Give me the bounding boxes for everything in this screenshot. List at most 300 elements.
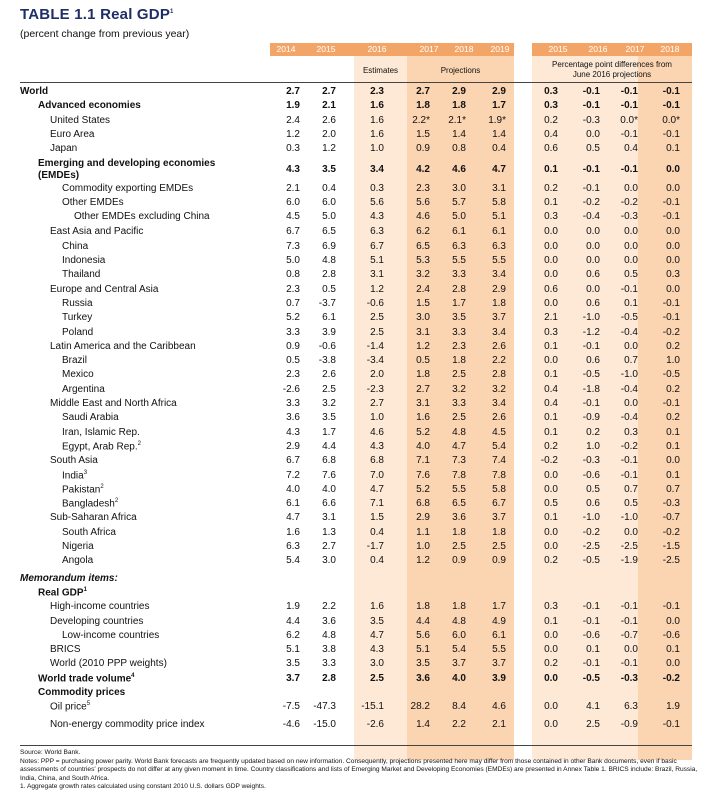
source-note: Source: World Bank. — [20, 749, 81, 756]
row-label-text: Advanced economies — [38, 100, 141, 112]
table-cell: 4.6 — [492, 701, 506, 713]
table-cell: 6.2 — [286, 629, 300, 641]
table-cell: 0.4 — [544, 398, 558, 410]
table-cell: 3.0 — [416, 312, 430, 324]
row-label-text: Bangladesh — [62, 498, 115, 510]
table-cell: 2.0 — [370, 369, 384, 381]
table-cell: 2.7 — [416, 383, 430, 395]
table-cell: 0.6 — [544, 143, 558, 155]
table-cell: 3.7 — [492, 512, 506, 524]
table-cell: 0.0 — [624, 398, 638, 410]
row-label — [50, 719, 205, 730]
table-cell: 0.1 — [544, 426, 558, 438]
footer-rule — [20, 745, 692, 746]
row-label-text: Non-energy commodity price index — [50, 718, 205, 730]
table-cell: 6.2 — [416, 226, 430, 238]
table-cell: 4.5 — [286, 211, 300, 223]
row-label — [50, 455, 98, 466]
row-label-text: East Asia and Pacific — [50, 226, 144, 238]
table-cell: -2.5 — [662, 555, 680, 567]
table-cell: 6.5 — [452, 498, 466, 510]
row-label — [62, 312, 92, 323]
table-cell: 5.4 — [286, 555, 300, 567]
table-cell: 0.0* — [620, 114, 638, 126]
year-header-2016: 2016 — [367, 44, 387, 54]
table-cell: 1.2 — [322, 143, 336, 155]
general-note: Notes: PPP = purchasing power parity. World Bank forecasts are frequently updated based on new information. Consequently, projections presented here may differ from those contained in other Bank documents, even if basic assessments of countries' prospects do not differ at any given moment in time. Country classifications and lists of Emerging Market and Developing Economies (EMDEs) are presented in Annex Table 1. BRICS include: Brazil, Russia, India, China, and South Africa. — [20, 757, 698, 782]
table-cell: 4.4 — [416, 615, 430, 627]
table-cell: 3.9 — [492, 672, 506, 684]
row-label — [38, 673, 135, 684]
row-label — [50, 701, 90, 712]
table-cell: 1.2 — [416, 555, 430, 567]
table-notes — [20, 749, 700, 792]
footnote-marker: 3 — [83, 469, 88, 476]
table-cell: 1.7 — [492, 100, 506, 112]
table-cell: 0.1 — [544, 163, 558, 175]
table-cell: 7.8 — [452, 469, 466, 481]
row-label — [50, 658, 167, 669]
table-cell: 6.3 — [370, 226, 384, 238]
table-cell: 6.7 — [286, 226, 300, 238]
row-label — [50, 616, 143, 627]
table-cell: -1.0 — [620, 369, 638, 381]
table-cell: 2.9 — [492, 86, 506, 97]
table-cell: 3.3 — [322, 658, 336, 670]
row-label — [74, 211, 210, 222]
table-cell: 3.0 — [322, 555, 336, 567]
table-cell: 0.6 — [544, 283, 558, 295]
table-cell: 0.0 — [544, 644, 558, 656]
table-cell: 1.7 — [452, 297, 466, 309]
row-label — [62, 470, 87, 481]
table-cell: -0.1 — [582, 100, 600, 112]
table-cell: 0.1 — [544, 412, 558, 424]
table-cell: 0.0 — [624, 526, 638, 538]
table-cell: 2.0 — [322, 128, 336, 140]
table-cell: 0.1 — [544, 615, 558, 627]
table-cell: 28.2 — [410, 701, 430, 713]
table-cell: -0.1 — [662, 718, 680, 730]
table-cell: 1.3 — [322, 526, 336, 538]
table-cell: 5.7 — [452, 196, 466, 208]
row-label-text: India — [62, 469, 84, 481]
row-label-text: Indonesia — [62, 255, 106, 267]
table-cell: 4.8 — [322, 629, 336, 641]
diff-label-line1: Percentage point differences from — [552, 60, 672, 69]
year-header-2018: 2018 — [454, 44, 474, 54]
table-cell: 2.7 — [416, 86, 430, 97]
table-cell: 1.2 — [370, 283, 384, 295]
table-cell: 6.6 — [322, 498, 336, 510]
table-cell: 3.3 — [452, 269, 466, 281]
table-cell: 1.9* — [488, 114, 506, 126]
table-cell: 1.8 — [452, 601, 466, 613]
table-cell: 0.0 — [666, 455, 680, 467]
table-cell: -0.1 — [620, 163, 638, 175]
table-cell: 5.2 — [286, 312, 300, 324]
table-cell: 0.2 — [544, 658, 558, 670]
table-cell: -3.8 — [318, 355, 336, 367]
table-cell: 5.1 — [286, 644, 300, 656]
table-cell: 2.5 — [370, 672, 384, 684]
footnote-marker: 4 — [131, 672, 135, 679]
table-cell: 3.4 — [492, 326, 506, 338]
table-cell: 6.3 — [624, 701, 638, 713]
row-label — [62, 498, 118, 509]
table-cell: -0.1 — [582, 398, 600, 410]
diff-label-line2: June 2016 projections — [572, 70, 652, 79]
table-cell: 1.7 — [322, 426, 336, 438]
table-cell: 3.9 — [322, 326, 336, 338]
table-cell: 3.6 — [452, 512, 466, 524]
table-cell: 0.3 — [544, 601, 558, 613]
table-cell: 6.7 — [286, 455, 300, 467]
table-title — [20, 6, 174, 23]
table-cell: 2.5 — [452, 541, 466, 553]
table-cell: 0.0 — [666, 255, 680, 267]
table-cell: 0.0 — [544, 240, 558, 252]
table-cell: 3.5 — [452, 312, 466, 324]
projections-label: Projections — [440, 66, 481, 75]
table-cell: 0.1 — [666, 644, 680, 656]
row-label-text: Real GDP — [38, 587, 84, 599]
table-cell: 0.4 — [544, 383, 558, 395]
table-cell: 5.0 — [322, 211, 336, 223]
table-cell: 1.8 — [416, 601, 430, 613]
row-label-text: Sub-Saharan Africa — [50, 512, 137, 524]
table-cell: 0.1 — [544, 196, 558, 208]
row-label-text: BRICS — [50, 644, 81, 656]
row-label-text: Low-income countries — [62, 629, 160, 641]
table-cell: 0.4 — [544, 128, 558, 140]
row-label-text: World (2010 PPP weights) — [50, 658, 167, 670]
row-label-text: Middle East and North Africa — [50, 398, 177, 410]
table-cell: 2.3 — [286, 283, 300, 295]
row-label — [62, 241, 88, 252]
table-cell: -0.2 — [582, 526, 600, 538]
table-cell: 0.1 — [666, 143, 680, 155]
table-cell: 0.3 — [544, 326, 558, 338]
table-cell: 1.8 — [452, 100, 466, 112]
table-cell: 1.4 — [452, 128, 466, 140]
table-cell: 4.6 — [452, 163, 466, 175]
table-cell: -0.2 — [620, 196, 638, 208]
table-cell: 0.0 — [544, 629, 558, 641]
row-label-text: Poland — [62, 326, 94, 338]
table-cell: 0.7 — [624, 483, 638, 495]
table-cell: 0.3 — [370, 182, 384, 194]
table-cell: 6.8 — [370, 455, 384, 467]
table-cell: 0.0 — [624, 226, 638, 238]
row-label — [38, 687, 125, 698]
table-cell: 1.9 — [286, 100, 300, 112]
row-label — [62, 427, 140, 438]
row-label-text: Angola — [62, 555, 94, 567]
table-cell: 6.5 — [416, 240, 430, 252]
table-cell: -0.1 — [582, 182, 600, 194]
table-cell: -0.2 — [540, 455, 558, 467]
table-cell: 0.9 — [452, 555, 466, 567]
row-label-text: Oil price — [50, 701, 87, 713]
table-cell: 0.7 — [666, 483, 680, 495]
table-cell: 2.1* — [448, 114, 466, 126]
table-cell: 1.8 — [452, 355, 466, 367]
row-label-text: High-income countries — [50, 601, 150, 613]
row-label — [38, 158, 215, 169]
table-cell: 3.1 — [322, 512, 336, 524]
table-cell: 5.4 — [452, 644, 466, 656]
table-cell: 6.0 — [322, 196, 336, 208]
table-cell: 0.0 — [544, 701, 558, 713]
row-label-text: Saudi Arabia — [62, 412, 119, 424]
table-cell: -0.3 — [662, 498, 680, 510]
table-cell: 0.0 — [544, 469, 558, 481]
table-cell: 3.4 — [492, 398, 506, 410]
table-cell: 1.0 — [586, 440, 600, 452]
table-cell: 2.9 — [452, 86, 466, 97]
table-cell: -0.1 — [620, 615, 638, 627]
table-cell: -0.1 — [662, 312, 680, 324]
table-cell: 0.8 — [286, 269, 300, 281]
table-cell: 0.1 — [544, 512, 558, 524]
table-cell: 2.1 — [544, 312, 558, 324]
row-label — [62, 441, 141, 452]
table-cell: 3.1 — [492, 182, 506, 194]
table-cell: 1.7 — [492, 601, 506, 613]
table-cell: 6.3 — [286, 541, 300, 553]
table-cell: 2.1 — [286, 182, 300, 194]
row-label — [62, 527, 116, 538]
table-cell: 2.5 — [586, 718, 600, 730]
row-label-text: Mexico — [62, 369, 94, 381]
diff-year-header-2017: 2017 — [625, 44, 645, 54]
table-cell: -2.3 — [366, 383, 384, 395]
table-cell: 2.7 — [370, 398, 384, 410]
table-cell: -1.7 — [366, 541, 384, 553]
table-cell: -0.1 — [662, 297, 680, 309]
row-label — [50, 512, 137, 523]
row-label — [62, 484, 104, 495]
table-cell: 6.3 — [492, 240, 506, 252]
table-cell: 0.3 — [544, 86, 558, 97]
table-cell: 4.7 — [492, 163, 506, 175]
table-cell: 2.8 — [452, 283, 466, 295]
table-cell: 0.0 — [666, 283, 680, 295]
row-label — [62, 183, 193, 194]
table-number: TABLE 1.1 — [20, 6, 96, 23]
table-cell: 0.0 — [544, 226, 558, 238]
table-cell: -0.1 — [662, 86, 680, 97]
table-cell: 3.2 — [452, 383, 466, 395]
row-label-text: Europe and Central Asia — [50, 283, 159, 295]
row-label — [50, 341, 196, 352]
table-cell: 0.0 — [624, 182, 638, 194]
table-cell: 1.1 — [416, 526, 430, 538]
table-cell: -2.6 — [282, 383, 300, 395]
table-cell: 2.8 — [492, 369, 506, 381]
table-cell: 0.6 — [586, 269, 600, 281]
table-cell: -0.5 — [582, 672, 600, 684]
row-label-text: Thailand — [62, 269, 101, 281]
table-cell: 3.7 — [452, 658, 466, 670]
table-cell: 4.8 — [452, 426, 466, 438]
table-cell: 4.8 — [452, 615, 466, 627]
table-cell: 2.6 — [322, 369, 336, 381]
table-cell: 8.4 — [452, 701, 466, 713]
table-cell: -0.1 — [620, 100, 638, 112]
row-label — [62, 555, 93, 566]
row-label-text: Egypt, Arab Rep. — [62, 441, 138, 453]
table-cell: 0.0 — [544, 718, 558, 730]
diff-year-header-2018: 2018 — [660, 44, 680, 54]
table-cell: 5.6 — [370, 196, 384, 208]
table-cell: 2.9 — [492, 283, 506, 295]
table-cell: 0.5 — [624, 269, 638, 281]
table-cell: -0.1 — [582, 658, 600, 670]
table-cell: -0.1 — [662, 128, 680, 140]
table-cell: -0.5 — [582, 555, 600, 567]
table-cell: -0.1 — [662, 398, 680, 410]
table-cell: 0.0 — [666, 658, 680, 670]
table-cell: -0.4 — [582, 211, 600, 223]
row-label — [62, 269, 100, 280]
table-cell: 3.8 — [322, 644, 336, 656]
table-cell: -0.1 — [582, 340, 600, 352]
table-cell: 2.3 — [286, 369, 300, 381]
table-cell: 2.5 — [452, 369, 466, 381]
footnote-marker: 2 — [100, 483, 104, 490]
table-cell: 0.0 — [666, 240, 680, 252]
table-cell: 0.0 — [544, 541, 558, 553]
table-cell: 4.0 — [322, 483, 336, 495]
table-cell: 1.5 — [416, 128, 430, 140]
table-cell: -2.5 — [582, 541, 600, 553]
table-cell: -0.7 — [662, 512, 680, 524]
table-cell: 0.4 — [322, 182, 336, 194]
table-cell: 6.0 — [286, 196, 300, 208]
table-cell: 3.6 — [416, 672, 430, 684]
row-label-text: Turkey — [62, 312, 93, 324]
table-cell: -0.1 — [620, 601, 638, 613]
table-cell: 2.4 — [416, 283, 430, 295]
estimates-label: Estimates — [362, 66, 399, 75]
table-cell: -0.1 — [662, 211, 680, 223]
row-label — [20, 573, 118, 584]
table-cell: -0.6 — [318, 340, 336, 352]
table-cell: 0.6 — [586, 297, 600, 309]
table-cell: 2.5 — [370, 312, 384, 324]
table-title-text: Real GDP — [100, 6, 171, 23]
table-cell: -0.3 — [620, 672, 638, 684]
row-label — [50, 398, 177, 409]
table-cell: -0.1 — [620, 469, 638, 481]
footnote-marker: 2 — [137, 440, 141, 447]
table-cell: 6.0 — [452, 629, 466, 641]
table-cell: 4.0 — [286, 483, 300, 495]
table-cell: -0.5 — [582, 369, 600, 381]
table-cell: 5.5 — [492, 644, 506, 656]
table-cell: -0.1 — [662, 601, 680, 613]
row-label-text: Argentina — [62, 383, 105, 395]
table-cell: 3.2 — [416, 269, 430, 281]
table-cell: 2.5 — [452, 412, 466, 424]
table-cell: 0.5 — [286, 355, 300, 367]
row-label — [62, 197, 124, 208]
table-cell: 4.7 — [370, 483, 384, 495]
table-cell: 4.4 — [322, 440, 336, 452]
table-cell: 1.6 — [370, 128, 384, 140]
row-label-text: Japan — [50, 143, 78, 155]
table-cell: 6.1 — [452, 226, 466, 238]
table-cell: 0.2 — [544, 440, 558, 452]
row-label — [38, 100, 141, 111]
table-cell: -3.7 — [318, 297, 336, 309]
table-cell: 0.0 — [586, 226, 600, 238]
table-cell: 5.6 — [416, 196, 430, 208]
footnote-marker: 2 — [114, 498, 119, 505]
row-label-text: World trade volume — [38, 673, 132, 685]
row-label-text: Other EMDEs — [62, 196, 124, 208]
table-cell: -0.6 — [366, 297, 384, 309]
table-cell: 4.0 — [416, 440, 430, 452]
table-cell: 3.5 — [322, 163, 336, 175]
row-label-text: Pakistan — [62, 484, 101, 496]
table-cell: 2.6 — [492, 412, 506, 424]
table-cell: 5.5 — [452, 483, 466, 495]
table-cell: 1.8 — [416, 369, 430, 381]
row-label-text: Memorandum items: — [20, 572, 118, 584]
table-cell: -0.2 — [662, 326, 680, 338]
table-cell: 1.4 — [416, 718, 430, 730]
table-cell: 7.6 — [416, 469, 430, 481]
row-label — [50, 115, 110, 126]
table-cell: 2.8 — [322, 269, 336, 281]
table-cell: 0.9 — [286, 340, 300, 352]
table-cell: 3.0 — [370, 658, 384, 670]
table-cell: 3.2 — [492, 383, 506, 395]
table-cell: 1.0 — [666, 355, 680, 367]
row-label — [62, 327, 93, 338]
table-cell: 5.1 — [370, 255, 384, 267]
table-cell: 7.0 — [370, 469, 384, 481]
table-cell: 4.3 — [286, 426, 300, 438]
table-cell: 5.8 — [492, 483, 506, 495]
table-cell: 0.0 — [544, 269, 558, 281]
table-cell: 3.2 — [322, 398, 336, 410]
table-cell: -0.1 — [620, 128, 638, 140]
row-label-text: Brazil — [62, 355, 88, 367]
table-cell: -0.1 — [620, 283, 638, 295]
table-cell: 3.3 — [286, 326, 300, 338]
table-cell: -1.0 — [620, 512, 638, 524]
table-cell: 0.4 — [370, 526, 384, 538]
table-cell: 0.2 — [666, 412, 680, 424]
table-cell: 3.6 — [322, 615, 336, 627]
table-cell: 1.9 — [666, 701, 680, 713]
row-label-text: World — [20, 86, 49, 97]
table-cell: 3.5 — [286, 658, 300, 670]
table-cell: 0.5 — [544, 498, 558, 510]
table-cell: 3.6 — [286, 412, 300, 424]
row-label-text: Nigeria — [62, 541, 94, 553]
table-cell: 2.3 — [452, 340, 466, 352]
table-cell: 1.8 — [492, 526, 506, 538]
table-cell: 1.2 — [286, 128, 300, 140]
table-cell: -0.1 — [582, 163, 600, 175]
table-cell: 4.9 — [492, 615, 506, 627]
row-label-text: Russia — [62, 297, 93, 309]
